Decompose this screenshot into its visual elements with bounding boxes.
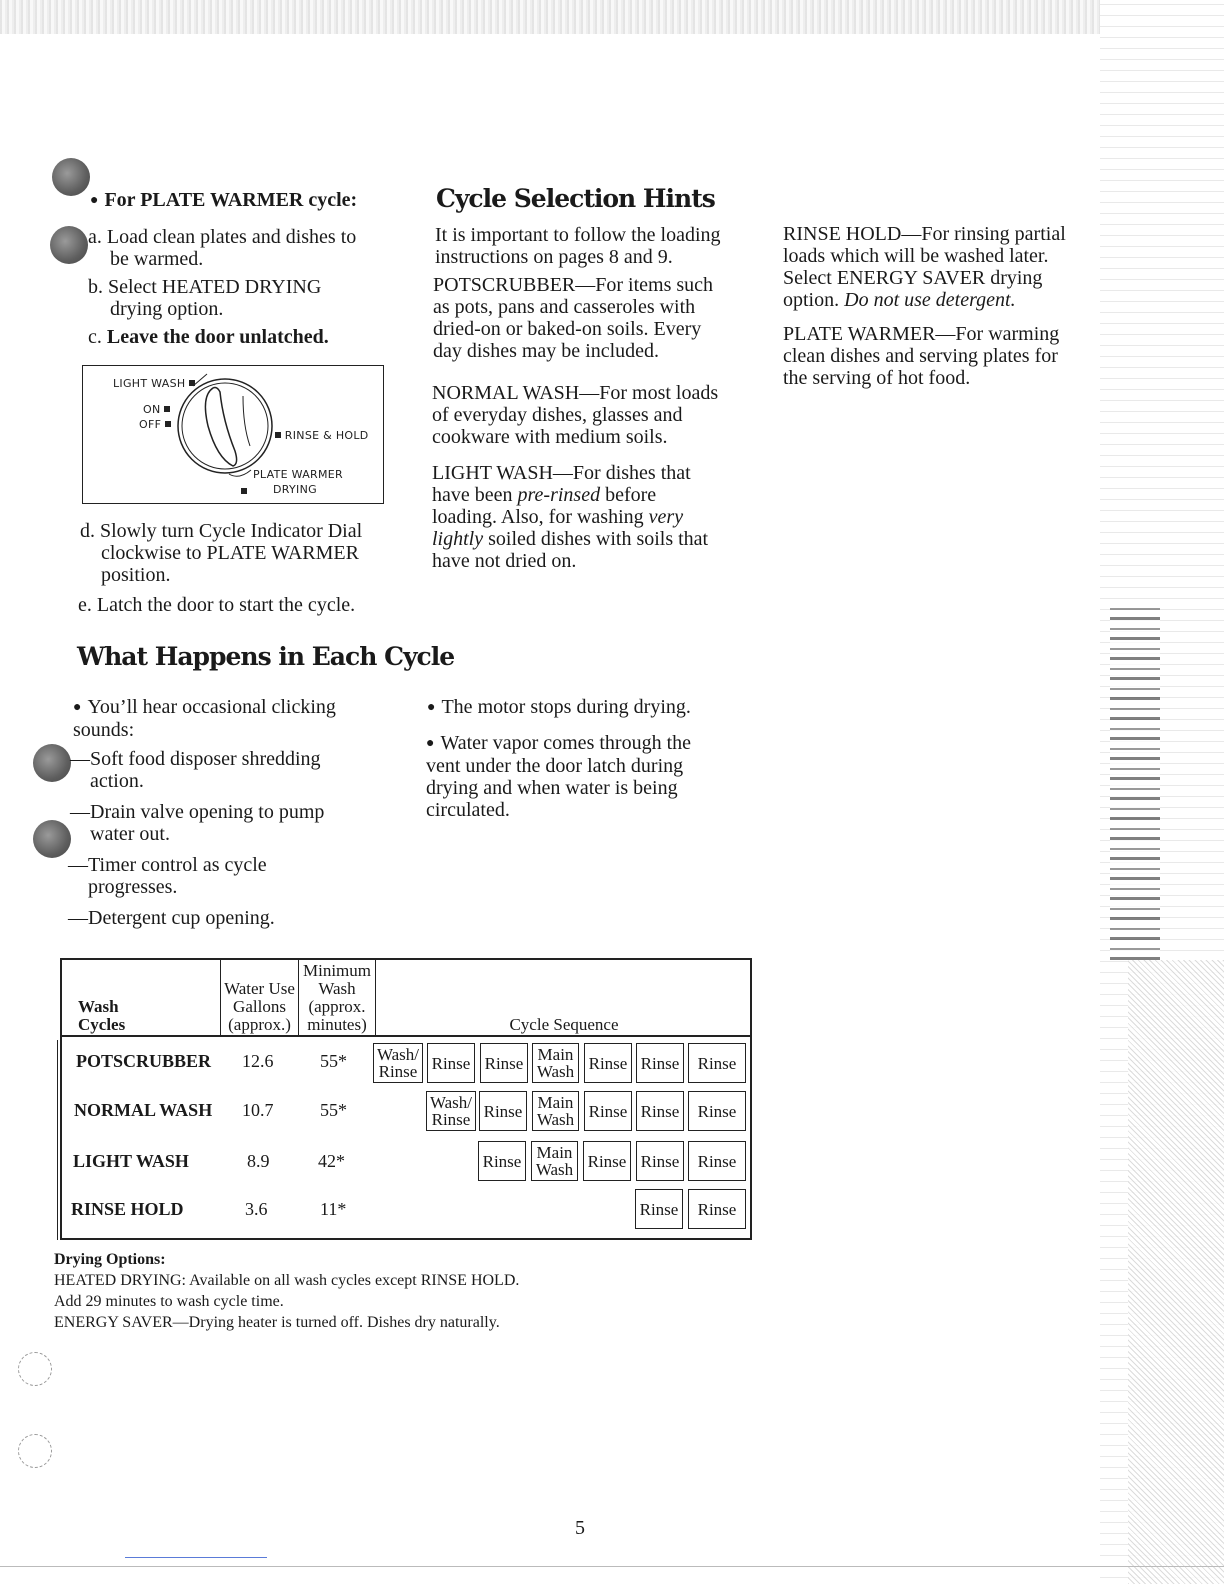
row-name-rinse-hold: RINSE HOLD xyxy=(71,1199,184,1219)
scan-top-edge xyxy=(0,0,1224,34)
what-happens-title: What Happens in Each Cycle xyxy=(77,642,455,671)
scan-right-noise xyxy=(1128,960,1224,1584)
seq-rinse: Rinse xyxy=(688,1043,746,1083)
table-divider xyxy=(60,1035,752,1037)
bullet-icon: ● xyxy=(427,700,436,715)
seq-rinse: Rinse xyxy=(635,1189,683,1229)
indicator-dot-icon xyxy=(164,406,170,412)
table-divider xyxy=(57,1040,58,1240)
punch-hole xyxy=(33,820,71,858)
row-minutes-rinse-hold: 11* xyxy=(320,1199,347,1219)
row-name-potscrubber: POTSCRUBBER xyxy=(76,1051,212,1071)
seq-wash-rinse: Wash/ Rinse xyxy=(426,1091,476,1131)
plate-warmer-step-e: e. Latch the door to start the cycle. xyxy=(78,594,356,616)
seq-rinse: Rinse xyxy=(583,1141,631,1181)
what-happens-left: ● You’ll hear occasional clicking sounds: xyxy=(73,696,336,741)
row-minutes-potscrubber: 55* xyxy=(320,1051,347,1071)
what-happens-right-1: ● The motor stops during drying. xyxy=(427,696,691,718)
row-gallons-potscrubber: 12.6 xyxy=(242,1051,274,1071)
hint-normal-wash: NORMAL WASH—For most loads of everyday dishes, glasses and cookware with medium soils. xyxy=(432,382,719,448)
punch-hole xyxy=(33,744,71,782)
seq-main-wash: Main Wash xyxy=(532,1043,579,1083)
row-gallons-normal-wash: 10.7 xyxy=(242,1100,274,1120)
punch-hole xyxy=(50,226,88,264)
plate-warmer-step-b: b. Select HEATED DRYING drying option. xyxy=(88,276,322,320)
table-header-cycle-sequence: Cycle Sequence xyxy=(509,1015,619,1034)
page-number: 5 xyxy=(575,1517,585,1539)
what-happens-dash-2: —Drain valve opening to pump water out. xyxy=(70,801,325,845)
hint-potscrubber: POTSCRUBBER—For items such as pots, pans and casseroles with dried-on or baked-on soils. Every day dishes may be included. xyxy=(433,274,714,362)
indicator-dot-icon xyxy=(275,432,281,438)
row-gallons-rinse-hold: 3.6 xyxy=(245,1199,268,1219)
table-header-minimum-wash: Minimum Wash (approx. minutes) xyxy=(302,961,371,1034)
what-happens-dash-1: —Soft food disposer shredding action. xyxy=(70,748,321,792)
row-minutes-light-wash: 42* xyxy=(318,1151,345,1171)
seq-rinse: Rinse xyxy=(427,1043,475,1083)
indicator-dot-icon xyxy=(241,488,247,494)
seq-rinse: Rinse xyxy=(636,1141,684,1181)
drying-options: Drying Options: HEATED DRYING: Available on all wash cycles except RINSE HOLD. Add 29 minutes to wash cycle time. ENERGY SAVER—Drying heater is turned off. Dishes dry naturally. xyxy=(54,1251,520,1331)
what-happens-dash-4: —Detergent cup opening. xyxy=(68,907,275,929)
row-gallons-light-wash: 8.9 xyxy=(247,1151,270,1171)
hint-light-wash: LIGHT WASH—For dishes that have been pre-rinsed before loading. Also, for washing very lightly soiled dishes with soils that have not dried on. xyxy=(432,462,709,572)
cycle-hints-title: Cycle Selection Hints xyxy=(436,184,715,213)
punch-hole xyxy=(18,1434,52,1468)
plate-warmer-step-c: c. Leave the door unlatched. xyxy=(88,326,329,348)
punch-hole xyxy=(52,158,90,196)
row-name-light-wash: LIGHT WASH xyxy=(73,1151,189,1171)
indicator-dot-icon xyxy=(189,380,195,386)
scan-line xyxy=(0,1566,1224,1567)
punch-hole xyxy=(18,1352,52,1386)
seq-rinse: Rinse xyxy=(478,1141,526,1181)
hint-intro: It is important to follow the loading instructions on pages 8 and 9. xyxy=(435,224,721,268)
table-header-wash-cycles: Wash Cycles xyxy=(78,997,126,1034)
hint-plate-warmer: PLATE WARMER—For warming clean dishes and serving plates for the serving of hot food. xyxy=(783,323,1060,389)
bullet-icon: ● xyxy=(426,736,435,751)
bullet-icon: ● xyxy=(90,193,99,208)
indicator-dot-icon xyxy=(165,421,171,427)
row-name-normal-wash: NORMAL WASH xyxy=(74,1100,213,1120)
seq-wash-rinse: Wash/ Rinse xyxy=(373,1043,423,1083)
table-header-water-use: Water Use Gallons (approx.) xyxy=(224,979,295,1034)
cycle-dial-diagram: LIGHT WASH ON OFF RINSE & HOLD PLATE WARMER DRYING xyxy=(82,365,384,504)
scan-right-marks xyxy=(1110,600,1160,960)
what-happens-dash-3: —Timer control as cycle progresses. xyxy=(68,854,267,898)
plate-warmer-step-d: d. Slowly turn Cycle Indicator Dial clockwise to PLATE WARMER position. xyxy=(80,520,363,586)
seq-rinse: Rinse xyxy=(636,1091,684,1131)
seq-rinse: Rinse xyxy=(688,1189,746,1229)
hint-rinse-hold: RINSE HOLD—For rinsing partial loads which will be washed later. Select ENERGY SAVER drying option. Do not use detergent. xyxy=(783,223,1066,311)
bullet-icon: ● xyxy=(73,700,82,715)
seq-main-wash: Main Wash xyxy=(532,1091,579,1131)
seq-rinse: Rinse xyxy=(688,1091,746,1131)
plate-warmer-step-a: a. Load clean plates and dishes to be warmed. xyxy=(88,226,357,270)
seq-rinse: Rinse xyxy=(584,1043,632,1083)
plate-warmer-heading: ● For PLATE WARMER cycle: xyxy=(90,189,358,211)
what-happens-right-2: ● Water vapor comes through the vent under the door latch during drying and when water is being circulated. xyxy=(426,732,691,821)
seq-rinse: Rinse xyxy=(479,1091,527,1131)
seq-main-wash: Main Wash xyxy=(531,1141,578,1181)
seq-rinse: Rinse xyxy=(636,1043,684,1083)
seq-rinse: Rinse xyxy=(480,1043,528,1083)
scan-line xyxy=(125,1557,267,1558)
seq-rinse: Rinse xyxy=(584,1091,632,1131)
seq-rinse: Rinse xyxy=(688,1141,746,1181)
row-minutes-normal-wash: 55* xyxy=(320,1100,347,1120)
